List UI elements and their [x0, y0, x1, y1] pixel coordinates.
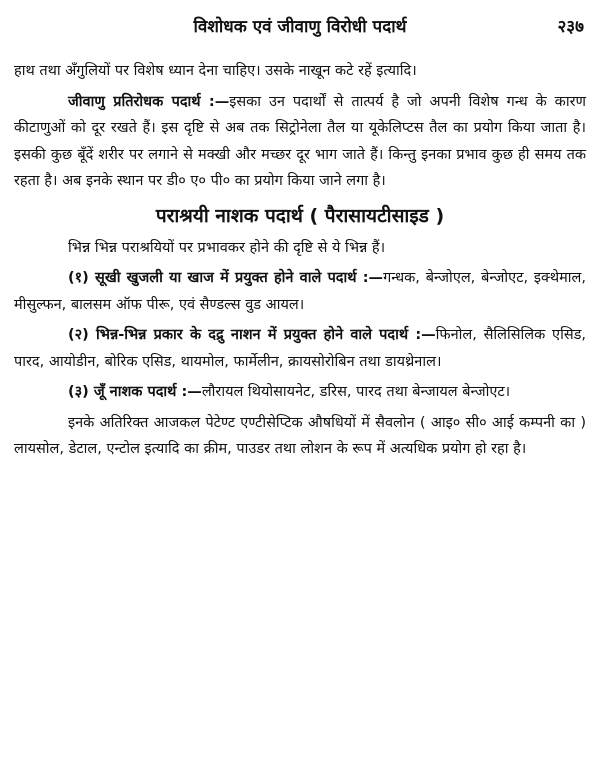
item-text: गन्धक, बेन्जोएल, बेन्जोएट, इक्थेमाल, मीसुल्फन, बालसम ऑफ पीरू, एवं सैण्डल्स वुड आयल।	[14, 270, 586, 313]
item-heading: (१) सूखी खुजली या खाज में प्रयुक्त होने वाले पदार्थ :—	[68, 270, 384, 286]
running-title: विशोधक एवं जीवाणु विरोधी पदार्थ	[193, 17, 407, 37]
page-body	[14, 58, 586, 463]
paragraph-continuation: हाथ तथा अँगुलियों पर विशेष ध्यान देना चाहिए। उसके नाखून कटे रहें इत्यादि।	[14, 63, 417, 79]
item-heading: (३) जूँ नाशक पदार्थ :—	[68, 384, 202, 400]
page-number: २३७	[557, 17, 584, 37]
section-title: पराश्रयी नाशक पदार्थ ( पैरासायटीसाइड )	[155, 204, 445, 227]
paragraph-heading: जीवाणु प्रतिरोधक पदार्थ :—	[68, 93, 230, 110]
list-item-3	[14, 379, 586, 406]
paragraph-repellents	[14, 89, 586, 195]
item-heading: (२) भिन्न-भिन्न प्रकार के दद्रु नाशन में प्रयुक्त होने वाले पदार्थ :—	[68, 327, 436, 343]
list-item-1	[14, 265, 586, 318]
page-header	[0, 14, 600, 44]
paragraph-conclusion: इनके अतिरिक्त आजकल पेटेण्ट एण्टीसेप्टिक औषधियों में सैवलोन ( आइ० सी० आई कम्पनी का ) लायसोल, डेटाल, एन्टोल इत्यादि का क्रीम, पाउडर तथा लोशन के रूप में अत्यधिक प्रयोग हो रहा है।	[14, 414, 586, 457]
paragraph-text: इसका उन पदार्थों से तात्पर्य है जो अपनी विशेष गन्ध के कारण कीटाणुओं को दूर रखते हैं। इस दृष्टि से अब तक सिट्रोनेला तैल या यूकेलिप्टस तैल का प्रयोग किया जाता है। इसकी कुछ बूँदें शरीर पर लगाने से मक्खी और मच्छर दूर भाग जाते हैं। किन्तु इनका प्रभाव कुछ ही समय तक रहता है। अब इनके स्थान पर डी० ए० पी० का प्रयोग किया जाने लगा है।	[14, 93, 586, 189]
list-item-2	[14, 322, 586, 375]
paragraph-intro: भिन्न भिन्न पराश्रयियों पर प्रभावकर होने की दृष्टि से ये भिन्न हैं।	[68, 239, 386, 256]
item-text: फिनोल, सैलिसिलिक एसिड, पारद, आयोडीन, बोरिक एसिड, थायमोल, फार्मेलीन, क्रायसोरोबिन तथा डायथ्रेनाल।	[14, 327, 586, 370]
item-text: लौरायल थियोसायनेट, डरिस, पारद तथा बेन्जायल बेन्जोएट।	[201, 384, 511, 400]
